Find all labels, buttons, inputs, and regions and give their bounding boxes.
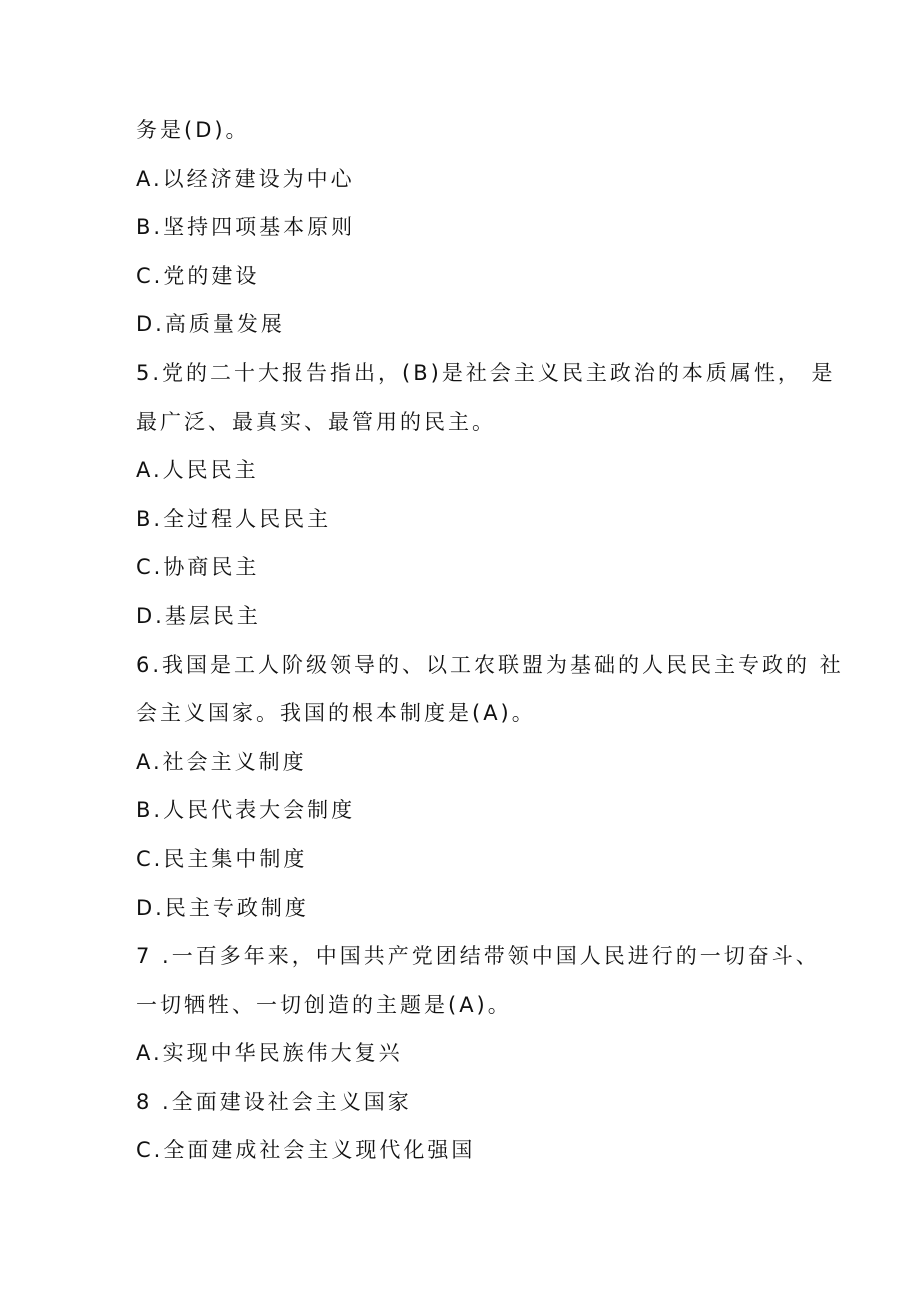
option-line-q4-c: C.党的建设 xyxy=(136,263,260,288)
option-line-q5-d: D.基层民主 xyxy=(136,603,261,628)
option-line-q6-b: B.人民代表大会制度 xyxy=(136,798,356,823)
text-line-question-4-end: 务是(D)。 xyxy=(136,118,250,142)
option-line-q5-b: B.全过程人民民主 xyxy=(136,506,332,531)
option-line-q7-a: A.实现中华民族伟大复兴 xyxy=(136,1041,403,1066)
option-line-q4-d: D.高质量发展 xyxy=(136,312,285,337)
option-line-q5-a: A.人民民主 xyxy=(136,458,259,483)
question-5-line-1: 5.党的二十大报告指出，(B)是社会主义民主政治的本质属性， 是 xyxy=(136,360,836,385)
option-line-q7-b: 8 .全面建设社会主义国家 xyxy=(136,1089,412,1114)
question-7-line-1: 7 .一百多年来，中国共产党团结带领中国人民进行的一切奋斗、 xyxy=(136,944,820,969)
question-5-line-2: 最广泛、最真实、最管用的民主。 xyxy=(136,409,496,434)
question-7-line-2: 一切牺牲、一切创造的主题是(A)。 xyxy=(136,992,512,1017)
option-line-q7-c: C.全面建成社会主义现代化强国 xyxy=(136,1138,476,1163)
question-6-line-1: 6.我国是工人阶级领导的、以工农联盟为基础的人民民主专政的 社 xyxy=(136,652,844,677)
option-line-q6-c: C.民主集中制度 xyxy=(136,846,308,871)
option-line-q6-a: A.社会主义制度 xyxy=(136,749,307,774)
option-line-q6-d: D.民主专政制度 xyxy=(136,895,309,920)
option-line-q5-c: C.协商民主 xyxy=(136,555,260,580)
question-6-line-2: 会主义国家。我国的根本制度是(A)。 xyxy=(136,701,536,726)
option-line-q4-a: A.以经济建设为中心 xyxy=(136,166,355,191)
document-body xyxy=(136,106,844,1175)
option-line-q4-b: B.坚持四项基本原则 xyxy=(136,215,356,240)
